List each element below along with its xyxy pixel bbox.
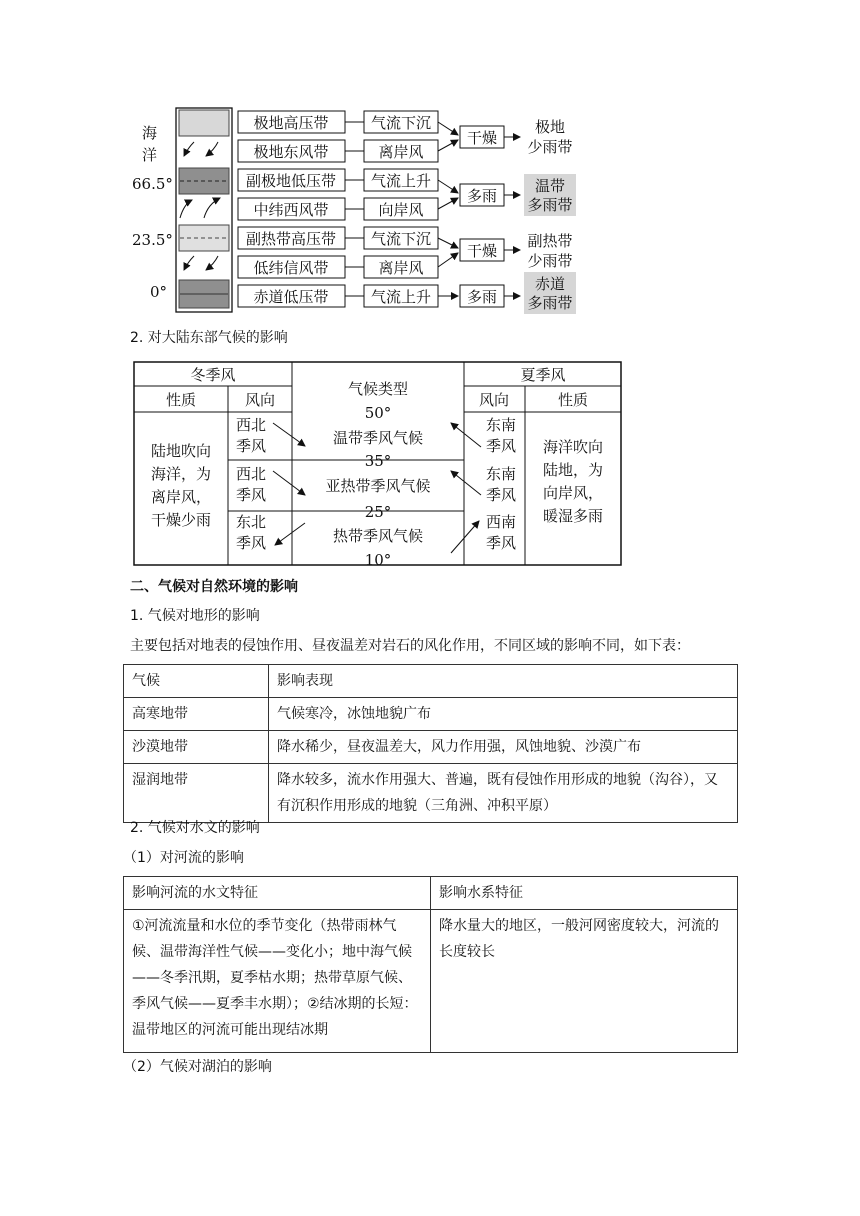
table-header-row — [124, 665, 738, 698]
winter-dir-1b: 季风 — [235, 437, 267, 455]
lat-10-label: 10° — [364, 551, 392, 567]
result-equatorial — [524, 272, 576, 314]
cell-effect: 降水较多，流水作用强大、普遍，既有侵蚀作用形成的地貌（沟谷），又有沉积作用形成的地貌（三角洲、冲积平原） — [269, 764, 738, 823]
belt-name: 副热带高压带 — [245, 230, 337, 248]
effect-dry-2: 干燥 — [466, 242, 498, 260]
table-row — [124, 764, 738, 823]
result-line2: 多雨带 — [527, 294, 573, 312]
lat-25-label: 25° — [364, 503, 392, 521]
result-line2: 少雨带 — [527, 138, 573, 156]
result-line1: 温带 — [534, 177, 566, 195]
winter-nature-header: 性质 — [165, 391, 197, 409]
belt-row-3 — [238, 198, 438, 220]
result-temperate — [524, 174, 576, 216]
belt-name: 极地东风带 — [253, 143, 329, 161]
winter-dir-3b: 季风 — [235, 534, 267, 552]
s2-sub-2: （2）气候对湖泊的影响 — [123, 1059, 272, 1075]
summer-nature-line: 陆地，为 — [542, 461, 604, 479]
table-row — [124, 698, 738, 731]
summer-dir-1b: 季风 — [485, 437, 517, 455]
winter-dir-2b: 季风 — [235, 486, 267, 504]
s2-item-1: 1. 气候对地形的影响 — [130, 608, 260, 624]
summer-nature-line: 向岸风， — [542, 484, 604, 502]
belt-row-1 — [238, 140, 438, 162]
cell-climate: 湿润地带 — [124, 764, 269, 823]
ocean-label-1: 海 — [142, 124, 158, 142]
lat-66-label: 66.5° — [132, 175, 173, 193]
summer-nature-line: 海洋吹向 — [542, 438, 604, 456]
pressure-belt-diagram — [130, 100, 590, 322]
winter-dir-1: 西北 — [235, 416, 267, 434]
belt-name: 副极地低压带 — [245, 172, 337, 190]
result-polar — [527, 118, 572, 156]
result-subtropical — [527, 232, 572, 270]
header-effect: 影响表现 — [269, 665, 738, 698]
belt-row-5 — [238, 256, 438, 278]
header-hydro: 影响河流的水文特征 — [124, 877, 431, 910]
belt-row-2 — [238, 169, 438, 191]
summer-dir-2: 东南 — [485, 465, 517, 483]
flow-label: 气流下沉 — [370, 114, 432, 132]
lat-23-label: 23.5° — [132, 231, 173, 249]
cell-hydro: ①河流流量和水位的季节变化（热带雨林气候、温带海洋性气候——变化小；地中海气候——冬季汛期，夏季枯水期；热带草原气候、季风气候——夏季丰水期）；②结冰期的长短：温带地区的河流可能出现结冰期 — [124, 910, 431, 1053]
flow-label: 气流上升 — [370, 288, 432, 306]
lat-50-label: 50° — [364, 404, 392, 422]
pressure-column — [176, 108, 232, 312]
section-2-heading: 二、气候对自然环境的影响 — [130, 579, 298, 595]
belt-name: 中纬西风带 — [253, 201, 329, 219]
summer-nature-header: 性质 — [557, 391, 589, 409]
belt-row-0 — [238, 111, 438, 133]
effect-rain-2: 多雨 — [466, 288, 498, 306]
s2-item-2: 2. 气候对水文的影响 — [130, 820, 260, 836]
result-line1: 赤道 — [534, 275, 566, 293]
ocean-label-2: 洋 — [142, 146, 158, 164]
result-line1: 极地 — [534, 118, 566, 136]
climate-tropical: 热带季风气候 — [332, 527, 424, 545]
effect-rain-1: 多雨 — [466, 187, 498, 205]
cell-effect: 降水稀少，昼夜温差大，风力作用强，风蚀地貌、沙漠广布 — [269, 731, 738, 764]
summer-monsoon-header: 夏季风 — [520, 366, 566, 384]
header-climate: 气候 — [124, 665, 269, 698]
belt-row-4 — [238, 227, 438, 249]
belt-row-6 — [238, 285, 438, 307]
s2-intro: 主要包括对地表的侵蚀作用、昼夜温差对岩石的风化作用，不同区域的影响不同，如下表： — [130, 638, 690, 654]
belt-name: 赤道低压带 — [253, 288, 329, 306]
winter-dir-3: 东北 — [235, 513, 267, 531]
climate-temperate: 温带季风气候 — [332, 429, 424, 447]
flow-label: 离岸风 — [378, 259, 424, 277]
climate-type-header: 气候类型 — [347, 380, 409, 398]
table-row — [124, 910, 738, 1053]
table-header-row — [124, 877, 738, 910]
result-line2: 少雨带 — [527, 252, 573, 270]
s2-sub-1: （1）对河流的影响 — [123, 850, 244, 866]
winter-monsoon-header: 冬季风 — [190, 366, 236, 384]
result-line2: 多雨带 — [527, 196, 573, 214]
flow-label: 离岸风 — [378, 143, 424, 161]
winter-nature-line: 干燥少雨 — [150, 511, 212, 529]
table-row — [124, 731, 738, 764]
summer-dir-3b: 季风 — [485, 534, 517, 552]
cell-climate: 高寒地带 — [124, 698, 269, 731]
winter-nature-line: 离岸风， — [150, 488, 212, 506]
summer-direction-header: 风向 — [478, 391, 510, 409]
lat-35-label: 35° — [364, 452, 392, 470]
landform-table — [123, 664, 738, 823]
winter-direction-header: 风向 — [244, 391, 276, 409]
lat-0-label: 0° — [150, 283, 168, 301]
summer-nature-line: 暖湿多雨 — [542, 507, 604, 525]
summer-dir-3: 西南 — [485, 513, 517, 531]
winter-dir-2: 西北 — [235, 465, 267, 483]
flow-label: 气流上升 — [370, 172, 432, 190]
belt-name: 低纬信风带 — [253, 259, 329, 277]
effect-dry-1: 干燥 — [466, 129, 498, 147]
result-line1: 副热带 — [527, 232, 573, 250]
winter-nature-line: 海洋，为 — [150, 465, 212, 483]
summer-dir-1: 东南 — [485, 416, 517, 434]
header-system: 影响水系特征 — [431, 877, 738, 910]
river-table — [123, 876, 738, 1053]
cell-climate: 沙漠地带 — [124, 731, 269, 764]
monsoon-diagram — [133, 361, 623, 567]
item-2-heading: 2. 对大陆东部气候的影响 — [130, 330, 288, 346]
summer-dir-2b: 季风 — [485, 486, 517, 504]
flow-label: 气流下沉 — [370, 230, 432, 248]
belt-name: 极地高压带 — [253, 114, 329, 132]
winter-nature-line: 陆地吹向 — [150, 442, 212, 460]
cell-system: 降水量大的地区，一般河网密度较大，河流的长度较长 — [431, 910, 738, 1053]
climate-subtropical: 亚热带季风气候 — [325, 477, 431, 495]
flow-label: 向岸风 — [378, 201, 424, 219]
cell-effect: 气候寒冷，冰蚀地貌广布 — [269, 698, 738, 731]
